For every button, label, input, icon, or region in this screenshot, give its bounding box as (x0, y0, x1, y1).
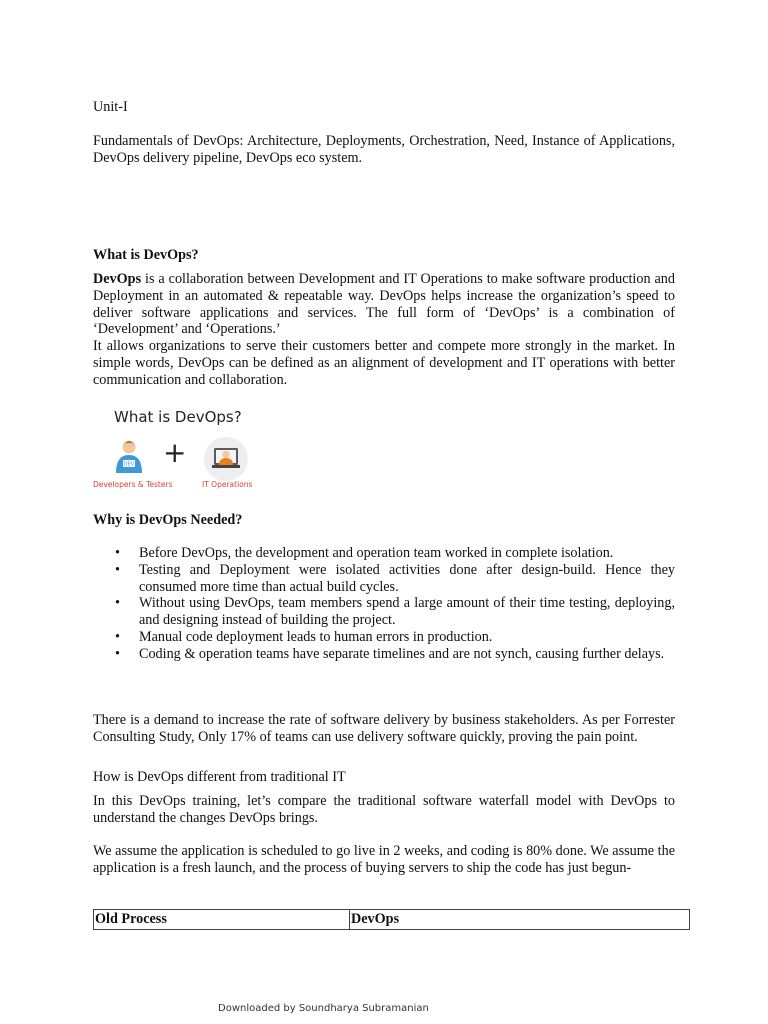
definition-paragraph (93, 271, 675, 338)
figure-title: What is DevOps? (114, 408, 242, 426)
what-is-devops-heading: What is DevOps? (93, 247, 199, 263)
download-footer: Downloaded by Soundharya Subramanian (218, 1003, 429, 1014)
fundamentals-paragraph: Fundamentals of DevOps: Architecture, Deployments, Orchestration, Need, Instance of Applications, DevOps delivery pipeline, DevOps eco system. (93, 133, 675, 166)
it-operations-label: IT Operations (202, 480, 253, 489)
list-item: • Without using DevOps, team members spend a large amount of their time testing, deploying, and designing instead of building the project. (93, 595, 675, 629)
it-operations-icon (202, 437, 250, 481)
list-item: • Manual code deployment leads to human errors in production. (93, 629, 675, 646)
devops-term: DevOps (93, 271, 142, 287)
list-item: • Coding & operation teams have separate timelines and are not synch, causing further delays. (93, 646, 675, 663)
list-item: • Testing and Deployment were isolated activities done after design-build. Hence they consumed more time than actual build cycles. (93, 562, 675, 596)
how-different-line: How is DevOps different from traditional IT (93, 769, 346, 785)
devops-figure (93, 403, 263, 495)
devops-header: DevOps (350, 910, 690, 930)
plus-sign: + (163, 436, 187, 469)
comparison-table (93, 909, 690, 930)
unit-heading: Unit-I (93, 99, 128, 115)
old-process-header: Old Process (94, 910, 350, 930)
table-header-row (94, 910, 690, 930)
allows-paragraph: It allows organizations to serve their customers better and compete more strongly in the market. In simple words, DevOps can be defined as an alignment of development and IT operations with better communication and collaboration. (93, 338, 675, 388)
compare-paragraph: In this DevOps training, let’s compare the traditional software waterfall model with DevOps to understand the changes DevOps brings. (93, 793, 675, 826)
reasons-list (93, 545, 675, 663)
assume-paragraph: We assume the application is scheduled to go live in 2 weeks, and coding is 80% done. We assume the application is a fresh launch, and the process of buying servers to ship the code has just begun- (93, 843, 675, 876)
why-needed-heading: Why is DevOps Needed? (93, 512, 243, 528)
developers-testers-label: Developers & Testers (93, 480, 173, 489)
list-item: • Before DevOps, the development and operation team worked in complete isolation. (93, 545, 675, 562)
dev-badge-text: DEV (123, 461, 135, 468)
definition-text: is a collaboration between Development and IT Operations to make software production and Deployment in an automated & repeatable way. DevOps helps increase the organization’s speed to deliver software applications and services. The full form of ‘DevOps’ is a combination of ‘Development’ and ‘Operations.’ (93, 271, 675, 338)
definition-block (93, 271, 675, 389)
demand-paragraph: There is a demand to increase the rate of software delivery by business stakeholders. As per Forrester Consulting Study, Only 17% of teams can use delivery software quickly, proving the pain point. (93, 712, 675, 745)
developer-icon (113, 439, 145, 475)
